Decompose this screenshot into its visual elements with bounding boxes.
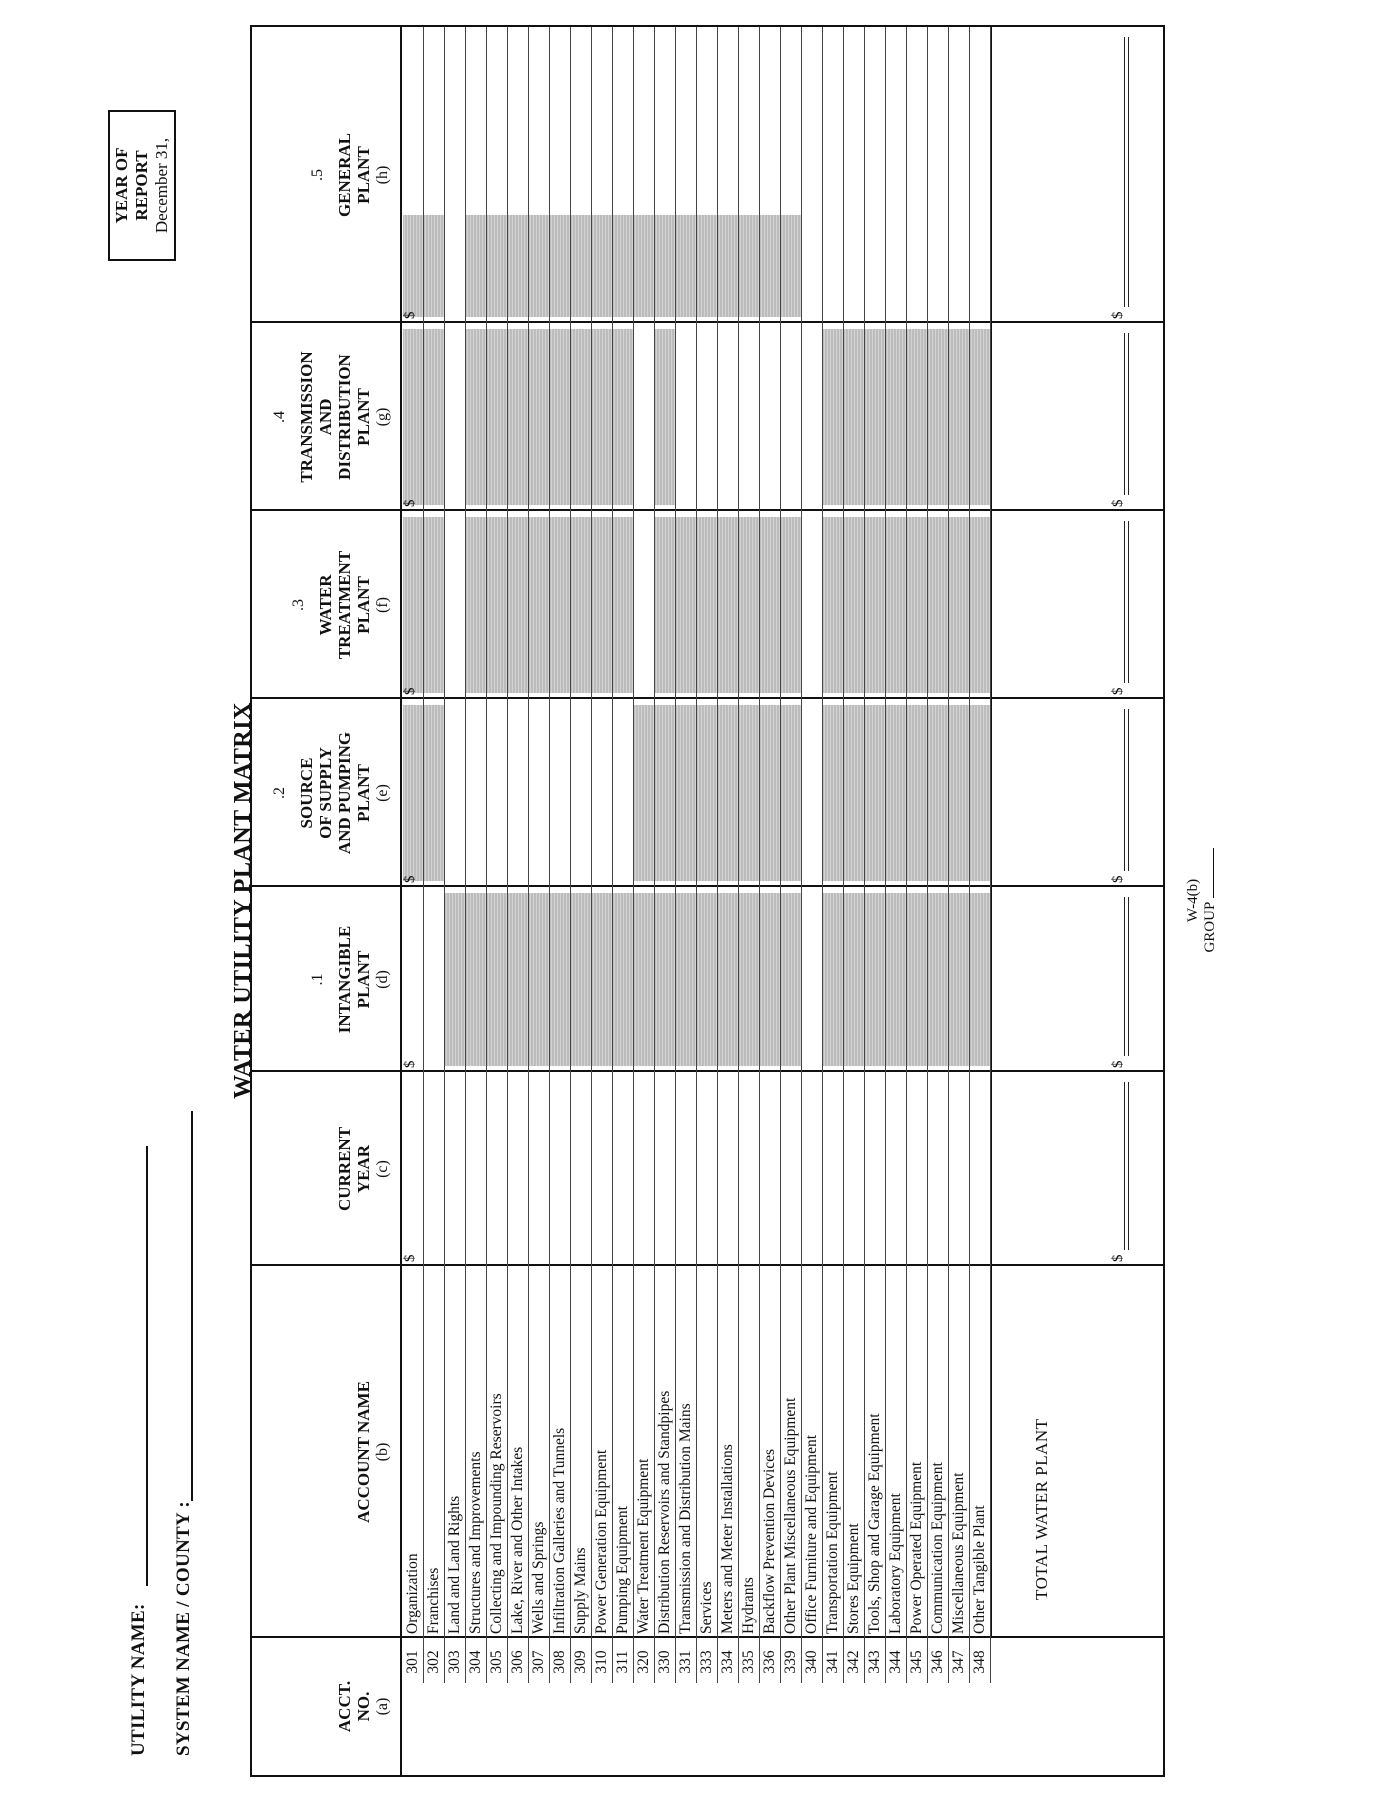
col-divider-e [252,697,1163,699]
col-h-letter: (h) [374,165,391,185]
acct-no: 346 [929,1650,946,1674]
total-amount-field[interactable] [1124,333,1129,495]
shaded-cell-f [613,517,633,693]
account-name: Meters and Meter Installations [719,1444,736,1634]
col-divider-b [252,1264,1163,1266]
dollar-sign: $ [402,311,418,319]
shaded-cell-h [466,215,486,317]
shaded-cell-h [571,215,591,317]
shaded-cell-h [718,215,738,317]
shaded-cell-e [697,705,717,881]
shaded-cell-d [613,893,633,1066]
acct-no: 348 [971,1650,988,1674]
acct-no: 334 [719,1650,736,1674]
col-header-source-supply [252,699,400,887]
shaded-cell-e [403,705,423,881]
form-id: W-4(b) [1185,878,1201,923]
acct-no: 339 [782,1650,799,1674]
account-name: Supply Mains [572,1547,589,1634]
col-a-line1: ACCT. [335,1680,354,1733]
group-row [1202,0,1219,1801]
acct-no: 311 [614,1650,631,1674]
dollar-sign: $ [402,687,418,695]
account-name: Distribution Reservoirs and Standpipes [656,1390,673,1634]
col-h-num: .5 [309,169,326,181]
acct-no: 336 [761,1650,778,1674]
col-divider-f [252,509,1163,511]
shaded-cell-f [676,517,696,693]
account-name: Miscellaneous Equipment [950,1472,967,1634]
col-f-num: .3 [290,599,307,611]
shaded-cell-d [739,893,759,1066]
shaded-cell-g [949,329,969,505]
shaded-cell-f [844,517,864,693]
shaded-cell-h [760,215,780,317]
col-header-transmission-distribution [252,323,400,511]
system-name-label: SYSTEM NAME / COUNTY : [173,1500,194,1756]
shaded-cell-d [697,893,717,1066]
col-header-account-name [252,1266,400,1638]
shaded-cell-g [886,329,906,505]
col-c-line1: CURRENT [335,1126,354,1212]
shaded-cell-d [529,893,549,1066]
col-e-line3: AND PUMPING [335,731,354,855]
acct-no: 307 [530,1650,547,1674]
shaded-cell-f [928,517,948,693]
dollar-sign: $ [402,1254,418,1262]
col-d-letter: (d) [374,970,391,989]
shaded-cell-g [466,329,486,505]
account-name: Wells and Springs [530,1521,547,1634]
shaded-cell-e [781,705,801,881]
row-line [990,27,991,1683]
col-a-line2: NO. [354,1691,373,1722]
group-field[interactable] [1213,848,1214,898]
acct-no: 341 [824,1650,841,1674]
shaded-cell-d [487,893,507,1066]
shaded-cell-g [865,329,885,505]
shaded-cell-d [781,893,801,1066]
col-f-line1: WATER [316,574,335,636]
col-g-line1: TRANSMISSION [297,351,316,483]
plant-matrix-table [250,25,1165,1777]
col-b-letter: (b) [374,1442,391,1462]
shaded-cell-e [718,705,738,881]
footer [1185,0,1219,1801]
total-water-plant-label: TOTAL WATER PLANT [1032,1418,1051,1600]
account-name: Infiltration Galleries and Tunnels [551,1427,568,1634]
shaded-cell-g [928,329,948,505]
col-g-letter: (g) [374,407,391,427]
acct-no: 331 [677,1650,694,1674]
account-name: Lake, River and Other Intakes [509,1446,526,1634]
acct-no: 345 [908,1650,925,1674]
account-name: Laboratory Equipment [887,1493,904,1634]
acct-no: 301 [404,1650,421,1674]
year-of-report-title: YEAR OF REPORT [112,147,151,224]
col-d-num: .1 [309,973,326,986]
acct-no: 340 [803,1650,820,1674]
shaded-cell-f [718,517,738,693]
col-e-line2: OF SUPPLY [316,747,335,839]
shaded-cell-d [550,893,570,1066]
shaded-cell-g [403,329,423,505]
shaded-cell-h [403,215,423,317]
account-name: Organization [404,1553,421,1634]
col-e-line1: SOURCE [297,757,316,829]
shaded-cell-e [844,705,864,881]
shaded-cell-f [424,517,444,693]
shaded-cell-f [865,517,885,693]
acct-no: 347 [950,1650,967,1674]
col-d-line1: INTANGIBLE [335,925,354,1034]
dollar-sign: $ [402,1060,418,1068]
shaded-cell-d [907,893,927,1066]
row-line [444,27,445,1683]
col-a-letter: (a) [374,1697,391,1716]
page-title: WATER UTILITY PLANT MATRIX [230,702,256,1099]
col-h-line1: GENERAL [335,132,354,218]
shaded-cell-h [613,215,633,317]
total-amount-field[interactable] [1124,897,1129,1056]
total-amount-field[interactable] [1124,37,1129,307]
shaded-cell-f [781,517,801,693]
shaded-cell-d [928,893,948,1066]
shaded-cell-f [697,517,717,693]
shaded-cell-h [676,215,696,317]
shaded-cell-g [592,329,612,505]
col-header-intangible-plant [252,887,400,1072]
col-e-line4: PLANT [354,764,373,822]
col-divider-d [252,885,1163,887]
shaded-cell-f [823,517,843,693]
shaded-cell-e [676,705,696,881]
shaded-cell-d [970,893,990,1066]
shaded-cell-g [613,329,633,505]
shaded-cell-e [634,705,654,881]
total-dollar-sign: $ [1110,1254,1126,1262]
shaded-cell-d [571,893,591,1066]
shaded-cell-h [781,215,801,317]
shaded-cell-e [865,705,885,881]
shaded-cell-d [886,893,906,1066]
shaded-cell-d [655,893,675,1066]
col-header-acct-no [252,1638,400,1775]
account-name: Collecting and Impounding Reservoirs [488,1393,505,1634]
account-name: Transportation Equipment [824,1471,841,1634]
dollar-sign: $ [402,499,418,507]
shaded-cell-e [949,705,969,881]
shaded-cell-f [886,517,906,693]
total-dollar-sign: $ [1110,687,1126,695]
account-name: Power Operated Equipment [908,1461,925,1634]
shaded-cell-d [823,893,843,1066]
col-divider-g [252,321,1163,323]
col-g-num: .4 [271,411,288,423]
total-dollar-sign: $ [1110,1060,1126,1068]
shaded-cell-e [886,705,906,881]
shaded-cell-h [550,215,570,317]
account-name: Pumping Equipment [614,1506,631,1634]
col-f-line2: TREATMENT [335,550,354,660]
shaded-cell-d [676,893,696,1066]
acct-no: 306 [509,1650,526,1674]
acct-no: 330 [656,1650,673,1674]
shaded-cell-f [739,517,759,693]
col-header-current-year [252,1072,400,1266]
account-name: Backflow Prevention Devices [761,1448,778,1634]
acct-no: 308 [551,1650,568,1674]
shaded-cell-g [550,329,570,505]
total-amount-field[interactable] [1124,521,1129,683]
shaded-cell-f [655,517,675,693]
shaded-cell-e [928,705,948,881]
shaded-cell-h [655,215,675,317]
shaded-cell-g [970,329,990,505]
shaded-cell-e [823,705,843,881]
acct-no: 302 [425,1650,442,1674]
shaded-cell-e [655,705,675,881]
account-name: Services [698,1581,715,1634]
col-f-line3: PLANT [354,576,373,634]
shaded-cell-f [508,517,528,693]
col-header-general-plant [252,27,400,323]
shaded-cell-d [760,893,780,1066]
total-amount-field[interactable] [1124,709,1129,871]
account-name: Office Furniture and Equipment [803,1434,820,1634]
col-divider-c [252,1070,1163,1072]
col-g-line3: DISTRIBUTION [335,354,354,480]
shaded-cell-h [529,215,549,317]
shaded-cell-e [907,705,927,881]
col-c-letter: (c) [374,1160,391,1178]
shaded-cell-h [508,215,528,317]
shaded-cell-f [487,517,507,693]
year-of-report-date: December 31, [152,137,171,234]
shaded-cell-e [739,705,759,881]
header-divider [400,27,402,1775]
shaded-cell-h [487,215,507,317]
shaded-cell-d [445,893,465,1066]
col-g-line4: PLANT [354,388,373,446]
shaded-cell-f [403,517,423,693]
total-dollar-sign: $ [1110,875,1126,883]
col-f-letter: (f) [374,597,391,613]
col-c-line2: YEAR [354,1144,373,1194]
shaded-cell-d [466,893,486,1066]
shaded-cell-d [634,893,654,1066]
col-d-line2: PLANT [354,950,373,1009]
account-name: Power Generation Equipment [593,1449,610,1634]
shaded-cell-f [529,517,549,693]
account-name: Tools, Shop and Garage Equipment [866,1413,883,1634]
shaded-cell-g [844,329,864,505]
utility-name-label: UTILITY NAME: [128,1603,149,1756]
account-name: Water Treatment Equipment [635,1458,652,1634]
total-amount-field[interactable] [1124,1082,1129,1250]
acct-no: 303 [446,1650,463,1674]
shaded-cell-f [907,517,927,693]
shaded-cell-f [949,517,969,693]
shaded-cell-h [592,215,612,317]
year-of-report-box [108,110,176,261]
shaded-cell-h [424,215,444,317]
acct-no: 344 [887,1650,904,1674]
col-g-line2: AND [316,398,335,436]
acct-no: 343 [866,1650,883,1674]
shaded-cell-d [508,893,528,1066]
acct-no: 309 [572,1650,589,1674]
col-b-line1: ACCOUNT NAME [354,1381,373,1523]
shaded-cell-d [949,893,969,1066]
shaded-cell-g [907,329,927,505]
shaded-cell-e [970,705,990,881]
shaded-cell-g [655,329,675,505]
shaded-cell-g [508,329,528,505]
total-dollar-sign: $ [1110,499,1126,507]
account-name: Other Tangible Plant [971,1505,988,1634]
account-name: Other Plant Miscellaneous Equipment [782,1397,799,1634]
shaded-cell-f [592,517,612,693]
shaded-cell-f [760,517,780,693]
shaded-cell-f [970,517,990,693]
group-label: GROUP [1202,902,1218,953]
shaded-cell-g [571,329,591,505]
col-h-line2: PLANT [354,146,373,204]
shaded-cell-g [529,329,549,505]
shaded-cell-h [697,215,717,317]
shaded-cell-f [466,517,486,693]
utility-name-field[interactable] [146,1146,148,1586]
account-name: Transmission and Distribution Mains [677,1403,694,1634]
shaded-cell-d [865,893,885,1066]
col-e-num: .2 [271,787,288,799]
shaded-cell-h [634,215,654,317]
shaded-cell-e [760,705,780,881]
account-name: Hydrants [740,1577,757,1634]
account-name: Land and Land Rights [446,1495,463,1634]
acct-no: 320 [635,1650,652,1674]
shaded-cell-d [592,893,612,1066]
col-header-water-treatment [252,511,400,699]
total-dollar-sign: $ [1110,311,1126,319]
shaded-cell-h [739,215,759,317]
acct-no: 335 [740,1650,757,1674]
shaded-cell-d [718,893,738,1066]
account-name: Communication Equipment [929,1462,946,1634]
acct-no: 333 [698,1650,715,1674]
dollar-sign: $ [402,875,418,883]
shaded-cell-d [844,893,864,1066]
account-name: Structures and Improvements [467,1451,484,1634]
shaded-cell-g [823,329,843,505]
shaded-cell-g [487,329,507,505]
account-name: Franchises [425,1567,442,1634]
shaded-cell-f [550,517,570,693]
acct-no: 305 [488,1650,505,1674]
shaded-cell-g [424,329,444,505]
col-e-letter: (e) [374,784,391,802]
acct-no: 310 [593,1650,610,1674]
system-name-field[interactable] [191,1111,193,1501]
account-name: Stores Equipment [845,1523,862,1634]
shaded-cell-f [571,517,591,693]
shaded-cell-e [424,705,444,881]
acct-no: 342 [845,1650,862,1674]
acct-no: 304 [467,1650,484,1674]
